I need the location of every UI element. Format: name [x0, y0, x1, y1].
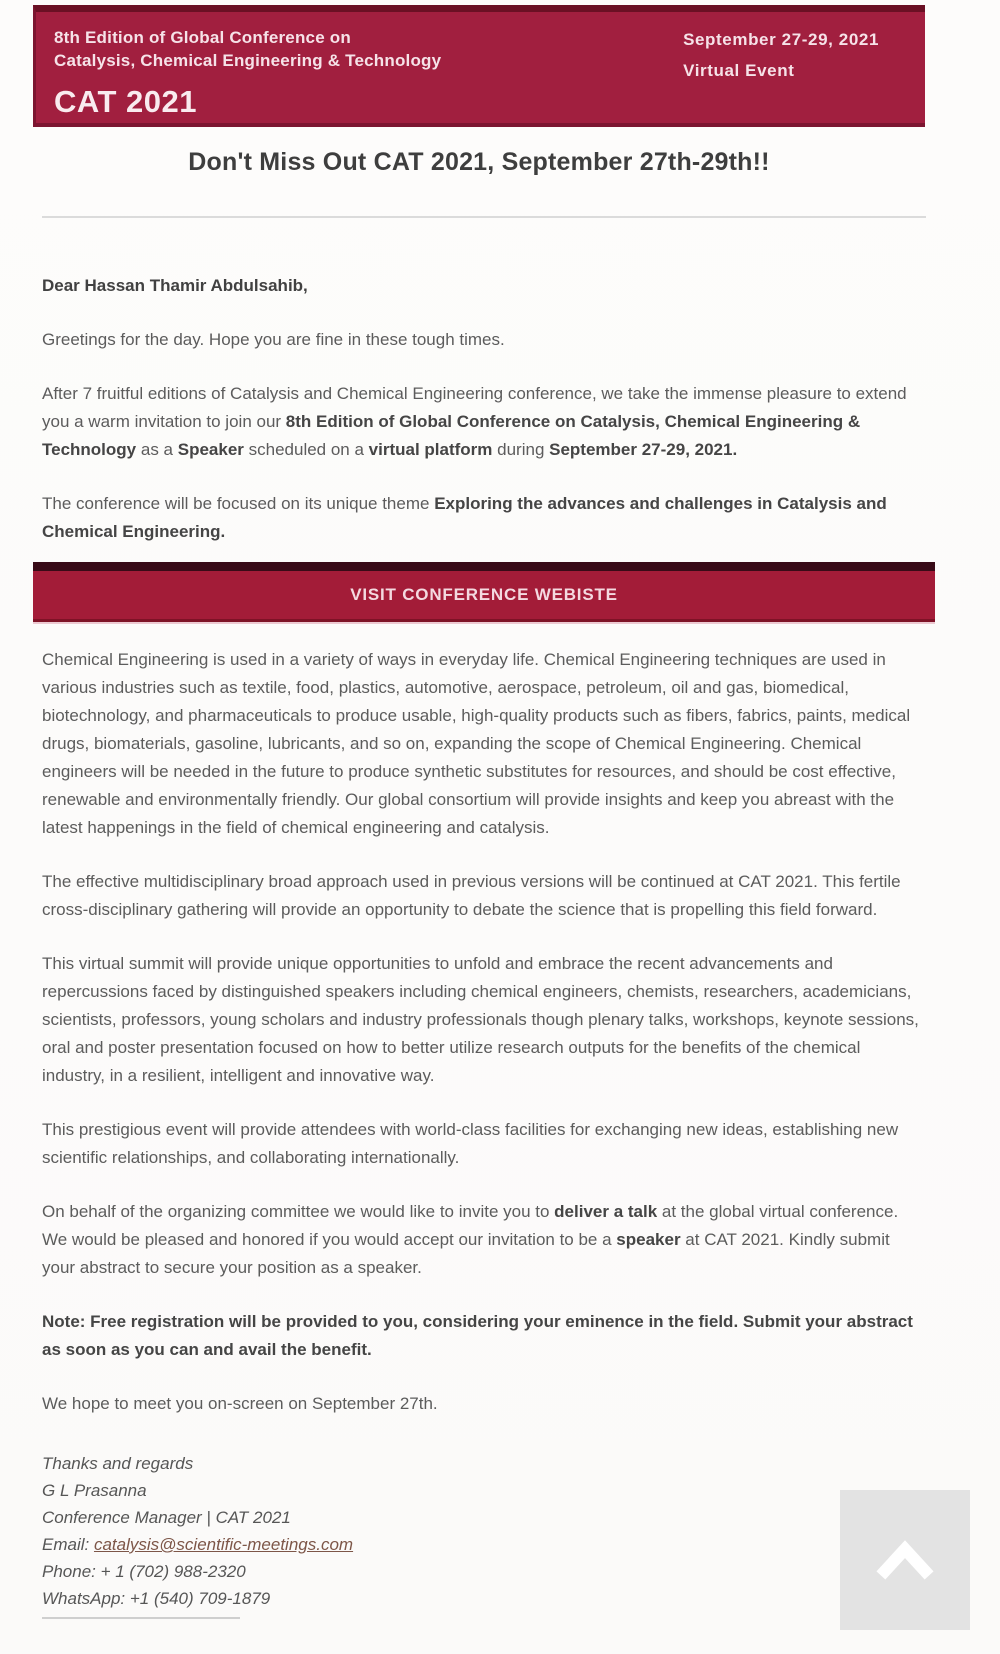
- conference-dates: September 27-29, 2021: [683, 30, 879, 49]
- signature-block: [42, 1450, 922, 1612]
- page-title: Don't Miss Out CAT 2021, September 27th-29th!!: [188, 148, 770, 176]
- conference-banner: [33, 5, 925, 127]
- email-label: Email:: [42, 1535, 94, 1554]
- paragraph-approach: The effective multidisciplinary broad approach used in previous versions will be continued at CAT 2021. This fertile cross-disciplinary gathering will provide an opportunity to debate the science that is propelling this field forward.: [42, 872, 901, 919]
- paragraph-theme: The conference will be focused on its unique theme Exploring the advances and challenges in Catalysis and Chemical Engineering.: [42, 494, 887, 541]
- paragraph-chemical-engineering: Chemical Engineering is used in a variety of ways in everyday life. Chemical Engineering techniques are used in various industries such as textile, food, plastics, automotive, aerospace, petroleum, oil and gas, biomedical, biotechnology, and pharmaceuticals to produce usable, high-quality products such as fibers, fabrics, paints, medical drugs, biomaterials, gasoline, lubricants, and so on, expanding the scope of Chemical Engineering. Chemical engineers will be needed in the future to produce synthetic substitutes for resources, and should be cost effective, renewable and environmentally friendly. Our global consortium will provide insights and keep you abreast with the latest happenings in the field of chemical engineering and catalysis.: [42, 650, 911, 837]
- paragraph-summit: This virtual summit will provide unique opportunities to unfold and embrace the recent advancements and repercussions faced by distinguished speakers including chemical engineers, chemists, researchers, academicians, scientists, professors, young scholars and industry professionals though plenary talks, workshops, keynote sessions, oral and poster presentation focused on how to better utilize research outputs for the benefits of the chemical industry, in a resilient, intelligent and innovative way.: [42, 954, 919, 1085]
- paragraph-prestigious: This prestigious event will provide attendees with world-class facilities for exchanging new ideas, establishing new scientific relationships, and collaborating internationally.: [42, 1120, 899, 1167]
- banner-title-line1: 8th Edition of Global Conference on: [54, 28, 351, 47]
- section-divider: [42, 216, 926, 218]
- paragraph-invitation: After 7 fruitful editions of Catalysis and Chemical Engineering conference, we take the immense pleasure to extend you a warm invitation to join our 8th Edition of Global Conference on Catalysis, Chemical Engineering & Technology as a Speaker scheduled on a virtual platform during September 27-29, 2021.: [42, 384, 907, 459]
- visit-website-button[interactable]: VISIT CONFERENCE WEBISTE: [33, 562, 935, 622]
- banner-title-line2: Catalysis, Chemical Engineering & Technology: [54, 51, 442, 70]
- signature-email-line: [42, 1531, 922, 1558]
- banner-right: [683, 26, 879, 123]
- banner-left: [54, 26, 441, 123]
- signature-thanks: Thanks and regards: [42, 1454, 194, 1473]
- letter-body: [42, 272, 922, 1619]
- paragraph-on-behalf: On behalf of the organizing committee we would like to invite you to deliver a talk at the global virtual conference. We would be pleased and honored if you would accept our invitation to be a speaker at CAT 2021. Kindly submit your abstract to secure your position as a speaker.: [42, 1202, 899, 1277]
- chevron-up-icon: [872, 1536, 938, 1585]
- email-link[interactable]: catalysis@scientific-meetings.com: [93, 1535, 354, 1554]
- salutation: Dear Hassan Thamir Abdulsahib,: [42, 276, 308, 295]
- event-type-label: Virtual Event: [683, 61, 795, 80]
- signature-name: G L Prasanna: [42, 1481, 147, 1500]
- scroll-to-top-button[interactable]: [840, 1490, 970, 1630]
- signature-whatsapp: WhatsApp: +1 (540) 709-1879: [42, 1589, 271, 1608]
- conference-logo-text: CAT 2021: [54, 84, 197, 119]
- signature-role: Conference Manager | CAT 2021: [42, 1508, 291, 1527]
- signature-phone: Phone: + 1 (702) 988-2320: [42, 1562, 246, 1581]
- paragraph-note: Note: Free registration will be provided to you, considering your eminence in the field. Submit your abstract as soon as you can and avail the benefit.: [42, 1312, 913, 1359]
- bottom-divider: [42, 1617, 240, 1619]
- paragraph-hope: We hope to meet you on-screen on September 27th.: [42, 1394, 438, 1413]
- paragraph-greeting: Greetings for the day. Hope you are fine in these tough times.: [42, 330, 505, 349]
